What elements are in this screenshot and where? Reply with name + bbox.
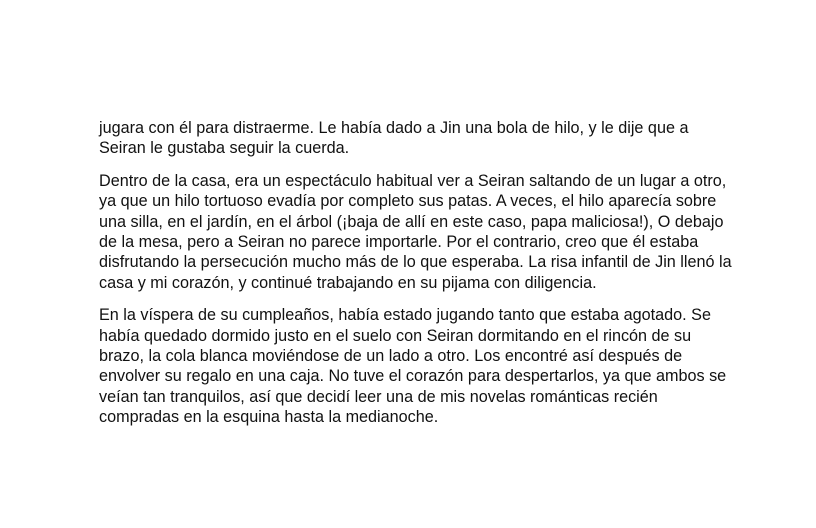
paragraph-2 <box>99 171 789 293</box>
paragraph-spacer <box>99 293 789 305</box>
text-line: Seiran le gustaba seguir la cuerda. <box>99 139 350 158</box>
text-line: una silla, en el jardín, en el árbol (¡baja de allí en este caso, papa maliciosa!), O debajo <box>99 212 724 231</box>
paragraph-spacer <box>99 159 789 171</box>
text-line: envolver su regalo en una caja. No tuve el corazón para despertarlos, ya que ambos se <box>99 367 727 386</box>
paragraph-3 <box>99 305 789 427</box>
text-body <box>99 118 789 428</box>
text-line: veían tan tranquilos, así que decidí leer una de mis novelas románticas recién <box>99 387 658 406</box>
text-line: En la víspera de su cumpleaños, había estado jugando tanto que estaba agotado. Se <box>99 306 711 325</box>
text-line: ya que un hilo tortuoso evadía por completo sus patas. A veces, el hilo aparecía sobre <box>99 192 717 211</box>
text-line: disfrutando la persecución mucho más de lo que esperaba. La risa infantil de Jin llenó la <box>99 253 732 272</box>
text-line: brazo, la cola blanca moviéndose de un lado a otro. Los encontré así después de <box>99 347 683 366</box>
text-line: de la mesa, pero a Seiran no parece importarle. Por el contrario, creo que él estaba <box>99 233 699 252</box>
paragraph-1 <box>99 118 789 159</box>
text-line: Dentro de la casa, era un espectáculo habitual ver a Seiran saltando de un lugar a otro, <box>99 171 727 190</box>
text-line: compradas en la esquina hasta la medianoche. <box>99 408 439 427</box>
text-line: casa y mi corazón, y continué trabajando en su pijama con diligencia. <box>99 273 597 292</box>
text-line: había quedado dormido justo en el suelo con Seiran dormitando en el rincón de su <box>99 326 692 345</box>
text-line: jugara con él para distraerme. Le había dado a Jin una bola de hilo, y le dije que a <box>99 119 689 137</box>
